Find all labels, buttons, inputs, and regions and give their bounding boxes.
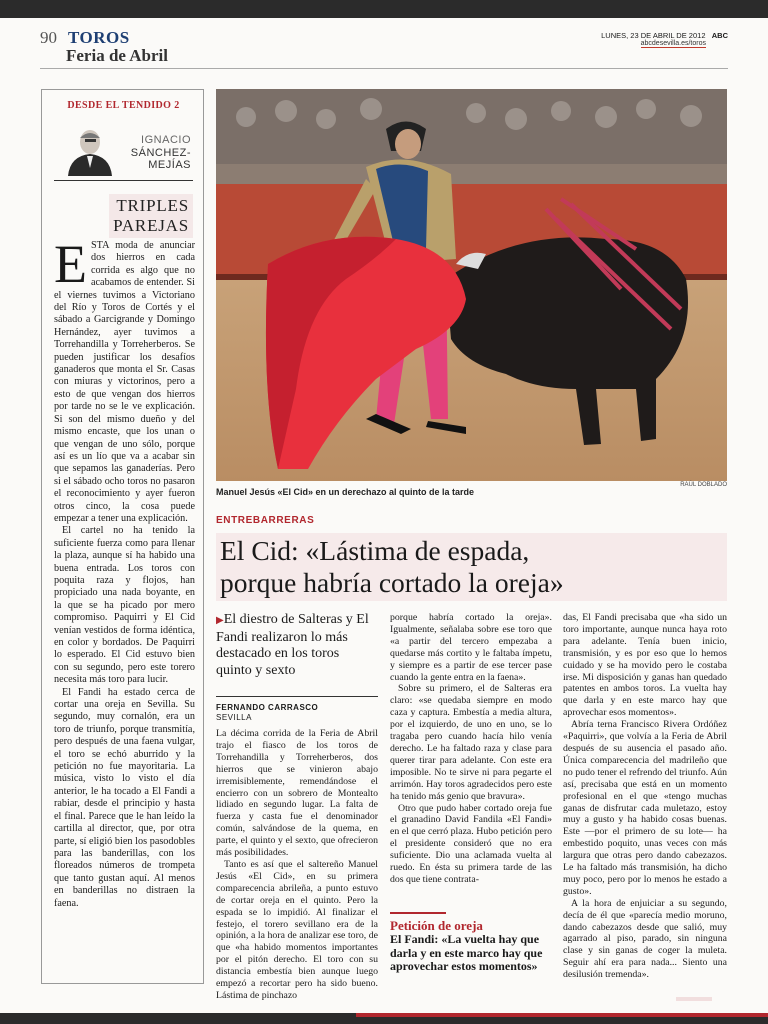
arrow-icon: ▶ <box>216 615 224 626</box>
article-headline <box>216 533 727 601</box>
drop-cap: E <box>54 234 87 294</box>
brand: ABC <box>711 31 728 40</box>
article-paragraph: Abría terna Francisco Rivera Ordóñez «Paquirri», que volvía a la Feria de Abril después de su ausencia el pasado año. Única comparecencia del madrileño que no pudo tener el refrendo del triunfo. Aún así, precisaba que está en un momento profesional en el que «tengo muchas ganas de disfrutar cada muletazo, estoy muy a gusto y ha habido cosas buenas. Este —por el primero de su lote— ha embestido poquito, unas veces con más largura que otras pero dando cabezazos. Le ha faltado más transmisión, ha dicho muy poco, pero por lo menos he estado a gusto». <box>563 719 727 897</box>
web-link[interactable]: abcdesevilla.es/toros <box>640 40 706 47</box>
headline-line2: porque habría cortado la oreja» <box>220 567 564 598</box>
column-title-line2: PAREJAS <box>113 216 189 235</box>
author-last-name <box>131 147 191 171</box>
author-last-name-2: MEJÍAS <box>148 159 191 171</box>
author-last-name-1: SÁNCHEZ- <box>130 147 191 159</box>
headline-line1: El Cid: «Lástima de espada, <box>220 535 530 566</box>
column-paragraph-text: STA moda de anunciar dos hierros en cada corrida es algo que no acabamos de entender. Si el viernes tuvimos a Victoriano del Río y Toros de Cortés y el sábado a Garcigrande y Domingo Hernández, ayer tuvimos a Torrehandilla y Torreherberos. Se pueden justificar los desafíos ganaderos que monta el Sr. Casas con miuras y victorinos, pero a esto de que vengan dos hierros por tarde no se le ve explicación. Si son del mismo dueño y del mismo encaste, que los unan o que vengan de uno sólo, porque así es un lío que va a acabar sin que sepamos las ganaderías. Pero si el sábado ocho toros no pasaron el reconocimiento y ayer fueron otros cinco, la cosa puede empezar a tener una explicación. <box>54 240 195 524</box>
box-quote: El Fandi: «La vuelta hay que darla y en este marco hay que aprovechar estos momentos» <box>390 932 543 973</box>
article-paragraph: A la hora de enjuiciar a su segundo, decía de él que «parecía medio moruno, dando cabezazos desde que salió, muy agarrado al piso, parado, sin ninguna clase y sin ganas de coger la muleta. Seguir ahí era para nada... Siento una desilusión tremenda». <box>563 897 727 981</box>
column-paragraph: El cartel no ha tenido la suficiente fuerza como para llenar la plaza, aunque sí ha habido una buena entrada. Los toros con poquita raza y flojos, han propiciado una nada boyante, en la que se ha picado por mero compromiso. Paquirri y El Cid venían vestidos de forma idéntica, en color y bordados. De Paquirri lo esperado. El Cid estuvo bien con su segundo, pero este torero necesita más toro para lucir. <box>54 525 195 686</box>
byline-author: FERNANDO CARRASCO <box>216 703 319 712</box>
article-paragraph: porque habría cortado la oreja». Igualmente, señalaba sobre ese toro que «a partir del tercero empezaba a quedarse más cortito y le faltaba ímpetu, y siempre es a partir de ese tercer pase cuando la gente entra en la faena». <box>390 612 552 683</box>
top-bar <box>0 0 768 18</box>
article-column-1 <box>216 728 378 1002</box>
subsection-title: Feria de Abril <box>66 46 168 65</box>
dateline <box>601 31 728 40</box>
page-header <box>40 26 728 66</box>
box-title: Petición de oreja <box>390 918 483 933</box>
article-paragraph: La décima corrida de la Feria de Abril trajo el fiasco de los toros de Torrehandilla y Torreherberos, dos hierros que se vinieron abajo irremisiblemente, remendándose el encierro con un sobrero de Montealto lidiado en segundo lugar. La falta de fuerza y casta fue el denominador común, salvándose de la quema, en parte, el quinto y el sexto, que ofrecieron más posibilidades. <box>216 728 378 859</box>
column-title-line1: TRIPLES <box>116 196 189 215</box>
opinion-column <box>41 89 204 984</box>
column-paragraph <box>54 234 195 525</box>
byline-city: SEVILLA <box>216 713 252 722</box>
article-paragraph: Otro que pudo haber cortado oreja fue el granadino David Fandila «El Fandi» en el que cerró plaza. Hubo petición pero el presidente consideró que no era suficiente. Dio una aclamada vuelta al ruedo. En ésta su primera tarde de las dos que tiene contrata- <box>390 802 552 885</box>
author-first-name: IGNACIO <box>141 134 191 146</box>
section-title: TOROS <box>68 28 130 47</box>
header-rule <box>40 68 728 69</box>
author-portrait <box>60 126 118 176</box>
divider <box>54 180 193 181</box>
box-rule <box>390 912 446 914</box>
bullfight-photo <box>216 89 727 481</box>
photo-caption: Manuel Jesús «El Cid» en un derechazo al quinto de la tarde <box>216 487 475 497</box>
article-paragraph: Sobre su primero, el de Salteras era claro: «se quedaba siempre en modo caza y captura. Embestía a media altura, por el izquierdo, de uno en uno, se lo tragaba pero cuando hacía hilo venía derecho. Le ha faltado raza y clase para querer tirar para adelante. Con este era imposible. No te sirve ni para pegarte el arrimón. Hay toros agradecidos pero este ha tenido más genio que bravura». <box>390 683 552 802</box>
column-title <box>109 194 193 238</box>
footer-accent <box>356 1013 768 1017</box>
subhead-text: El diestro de Salteras y El Fandi realizaron lo más destacado en los toros quinto y sexto <box>216 612 369 678</box>
date: LUNES, 23 DE ABRIL DE 2012 <box>601 31 706 40</box>
column-body <box>54 234 195 910</box>
article-paragraph: das, El Fandi precisaba que «ha sido un toro importante, aunque nunca haya roto para adelante. Tenía buen inicio, transmisión, y es por eso que lo hemos cuidado y se ha movido pero le costaba irse. Mi disposición y ganas han quedado patentes en ambos toros. La vuelta hay que darla y en este marco hay que aprovechar esos momentos». <box>563 612 727 719</box>
end-mark <box>676 997 712 1001</box>
page-number: 90 <box>40 28 57 47</box>
article-column-3 <box>563 612 727 981</box>
column-kicker: DESDE EL TENDIDO 2 <box>67 100 180 111</box>
byline-divider <box>216 696 378 697</box>
article-column-2 <box>390 612 552 886</box>
article-subhead <box>216 612 378 679</box>
column-paragraph: El Fandi ha estado cerca de cortar una oreja en Sevilla. Su segundo, muy cornalón, era un toro de triunfo, porque transmitía, pero después de una faena vulgar, el toro se echó aburrido y la petición no fue mayoritaria. La música, visto lo visto el día anterior, le ha tocado a El Fandi a rabiar, desde el principio y hasta el final. Parece que le han leído la cartilla al director, que, por otra parte, sí eligió bien los pasodobles para las banderillas, con los floreados números de trompeta que tanto gustan aquí. Al menos en banderillas no distraen la faena. <box>54 686 195 909</box>
article-paragraph: Tanto es así que el saltereño Manuel Jesús «El Cid», en su primera comparecencia abrileña, a punto estuvo de cortar oreja en el quinto. Pero la espada se lo impidió. Al finalizar el festejo, el torero sevillano era de la opinión, a la hora de analizar ese toro, de que «ha habido momentos importantes por el pitón derecho. El toro con su distancia embestía bien aunque luego empezó a recortar pero ha sido bueno. Lástima de pinchazo <box>216 858 378 1001</box>
article-kicker: ENTREBARRERAS <box>216 515 315 526</box>
photo-credit: RAÚL DOBLADO <box>680 482 727 488</box>
